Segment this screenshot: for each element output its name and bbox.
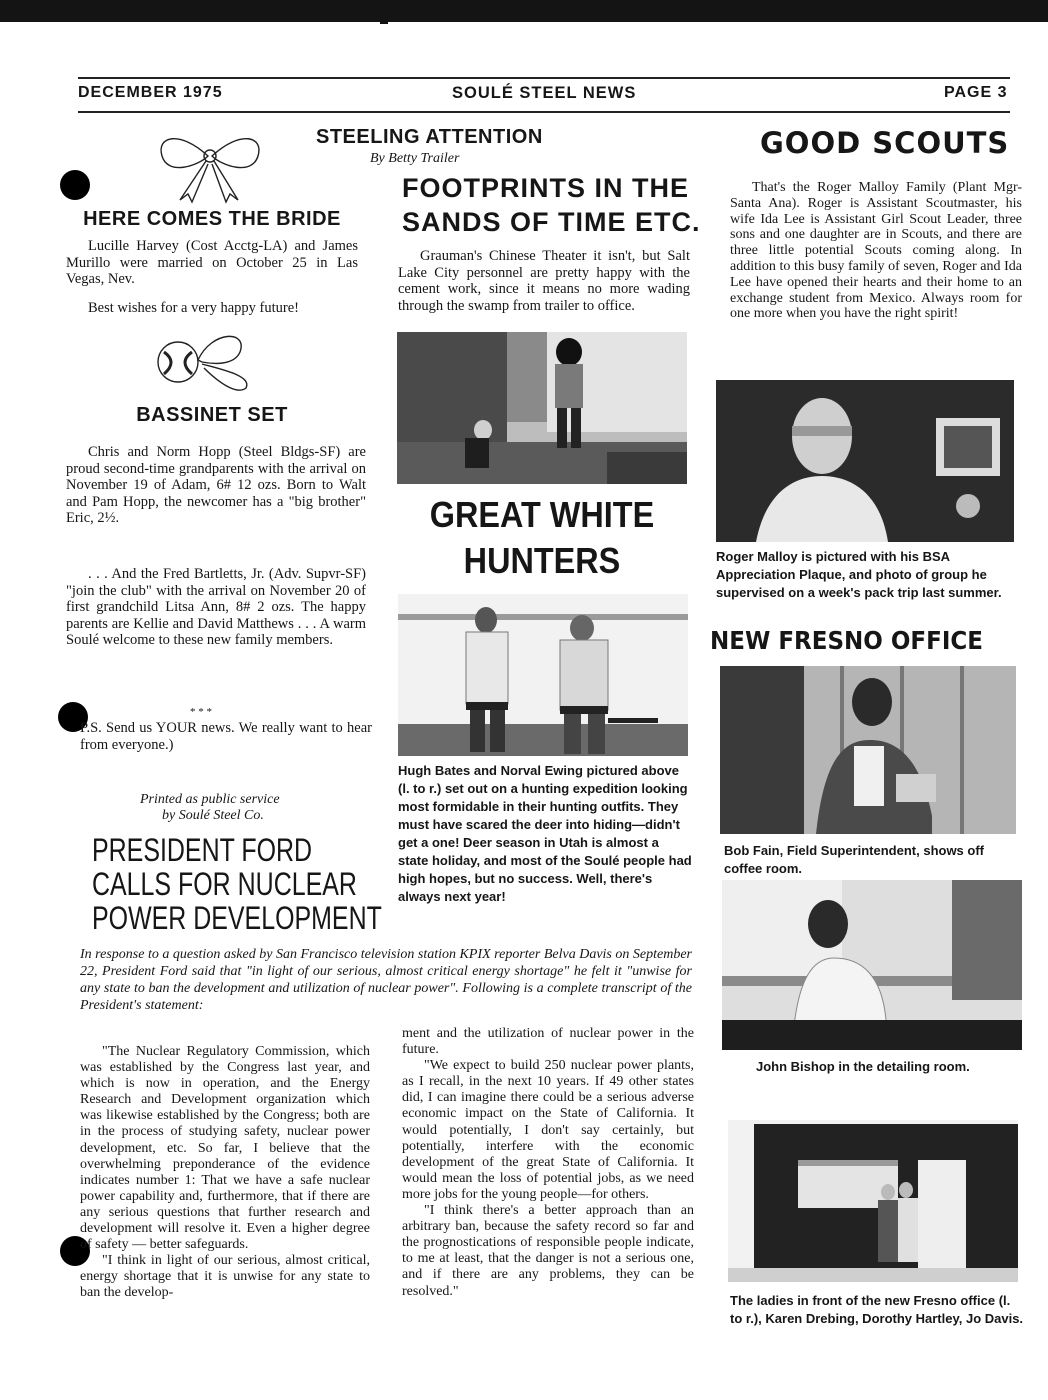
- bride-wishes: Best wishes for a very happy future!: [88, 300, 299, 316]
- ford-transcript-paragraph: "The Nuclear Regulatory Commission, which was established by the Congress last year, and which is now in operation, and the Energy Research and Development organization which was likewise established by the Congress; both are in the process of studying safety, nuclear power development, etc. So far, I believe that the overwhelming preponderance of the evidence indicates number 1: That we have a safe nuclear power capability and, furthermore, that if there are any serious questions that further research and development will resolve it. Even a higher degree of safety — better safeguards.: [80, 1044, 370, 1253]
- john-bishop-photo: [722, 880, 1022, 1050]
- page-top-edge: [0, 0, 1048, 22]
- hunters-photo: [398, 594, 688, 756]
- cement-work-photo: [397, 332, 687, 484]
- rattle-illustration-icon: [152, 326, 264, 396]
- header-title: SOULÉ STEEL NEWS: [452, 84, 637, 102]
- scouts-text: That's the Roger Malloy Family (Plant Mgr-Santa Ana). Roger is Assistant Scoutmaster, his wife Ida Lee is Assistant Girl Scout Leader, three sons and one daughter are in Scouts, and there are three little potential Scouts coming along. In addition to this busy family of seven, Roger and Ida Lee have opened their hearts and their home to an exchange student from Mexico. Always room for one more when you have the right spirit!: [730, 180, 1022, 322]
- page-top-edge-notch: [380, 0, 388, 24]
- roger-malloy-photo: [716, 380, 1014, 542]
- scouts-heading: GOOD SCOUTS: [760, 126, 1010, 160]
- fresno-office-photo: [728, 1090, 1018, 1282]
- hunters-heading-line-1: GREAT WHITE: [429, 494, 655, 535]
- ford-transcript-paragraph: "I think in light of our serious, almost critical, energy shortage that it is unwise for any state to ban the develop-: [80, 1253, 370, 1301]
- header-rule-bottom: [78, 111, 1010, 113]
- fresno-heading: NEW FRESNO OFFICE: [710, 626, 983, 655]
- bassinet-text-2: . . . And the Fred Bartletts, Jr. (Adv. Supvr-SF) "join the club" with the arrival on November 20 of first grandchild Litsa Ann, 8# 2 ozs. The happy parents are Kellie and David Matthews . . . A warm Soulé welcome to these new family members.: [66, 566, 366, 648]
- ford-transcript-left: [80, 1044, 370, 1302]
- ford-transcript-paragraph: "We expect to build 250 nuclear power plants, as I recall, in the next 10 years. If 49 other states did, I can imagine there could be a serious adverse economic impact on the State of California. It would potentially, I don't say certainly, but potentially, interfere with the economic development of the great State of California. It would mean the loss of potential jobs, as we need more jobs for the young people—for others.: [402, 1058, 694, 1202]
- scouts-caption: Roger Malloy is pictured with his BSA Appreciation Plaque, and photo of group he supervised on a week's pack trip last summer.: [716, 549, 1002, 600]
- bride-heading: HERE COMES THE BRIDE: [83, 208, 341, 230]
- fresno-caption-1: Bob Fain, Field Superintendent, shows off coffee room.: [724, 843, 984, 876]
- ps-note: P.S. Send us YOUR news. We really want to hear from everyone.): [80, 720, 372, 753]
- public-service-line-2: by Soulé Steel Co.: [162, 808, 264, 823]
- footprints-text: Grauman's Chinese Theater it isn't, but Salt Lake City personnel are pretty happy with the cement work, since it means no more wading through the swamp from trailer to office.: [398, 248, 690, 314]
- ford-transcript-right: [402, 1026, 694, 1300]
- ford-heading-line-3: POWER DEVELOPMENT: [92, 900, 382, 936]
- column-heading: STEELING ATTENTION: [316, 126, 543, 148]
- hunters-heading-line-2: HUNTERS: [463, 540, 621, 581]
- ford-transcript-paragraph: ment and the utilization of nuclear power in the future.: [402, 1026, 694, 1058]
- footprints-heading-line-1: FOOTPRINTS IN THE: [402, 173, 689, 203]
- hunters-caption: Hugh Bates and Norval Ewing pictured above (l. to r.) set out on a hunting expedition looking most formidable in their hunting outfits. They must have scared the deer into hiding—didn't get a one! Deer season in Utah is almost a state holiday, and most of the Soulé people had high hopes, but no success. Well, there's always next year!: [398, 763, 692, 904]
- ford-heading-line-2: CALLS FOR NUCLEAR: [92, 866, 357, 902]
- bassinet-text-1: Chris and Norm Hopp (Steel Bldgs-SF) are proud second-time grandparents with the arrival on November 19 of Adam, 6# 12 ozs. Born to Walt and Pam Hopp, the newcomer has a "big brother" Eric, 2½.: [66, 444, 366, 526]
- fresno-caption-3: The ladies in front of the new Fresno office (l. to r.), Karen Drebing, Dorothy Hartley, Jo Davis.: [730, 1293, 1024, 1326]
- bow-illustration-icon: [150, 126, 270, 206]
- section-divider-stars: * * *: [190, 706, 212, 718]
- header-page: PAGE 3: [944, 84, 1008, 101]
- footprints-heading-line-2: SANDS OF TIME ETC.: [402, 207, 701, 237]
- binder-hole: [60, 170, 90, 200]
- header-date: DECEMBER 1975: [78, 84, 223, 101]
- ford-transcript-paragraph: "I think there's a better approach than an arbitrary ban, because the safety record so far and the prognostications of responsible people indicate, to me at least, that the danger is not a serious one, and if there are any problems, they can be resolved.": [402, 1203, 694, 1299]
- byline: By Betty Trailer: [370, 151, 460, 166]
- bassinet-heading: BASSINET SET: [136, 404, 288, 426]
- ford-heading-line-1: PRESIDENT FORD: [92, 832, 313, 868]
- header-rule-top: [78, 77, 1010, 79]
- bride-text: Lucille Harvey (Cost Acctg-LA) and James Murillo were married on October 25 in Las Vegas, Nev.: [66, 238, 358, 287]
- fresno-caption-2: John Bishop in the detailing room.: [756, 1059, 970, 1074]
- bob-fain-photo: [720, 666, 1016, 834]
- ford-intro: In response to a question asked by San Francisco television station KPIX reporter Belva Davis on September 22, President Ford said that "in light of our serious, almost critical energy shortage" he felt it "unwise for any state to ban the development and utilization of nuclear power". Following is a complete transcript of the President's statement:: [80, 947, 692, 1013]
- public-service-line-1: Printed as public service: [140, 792, 280, 807]
